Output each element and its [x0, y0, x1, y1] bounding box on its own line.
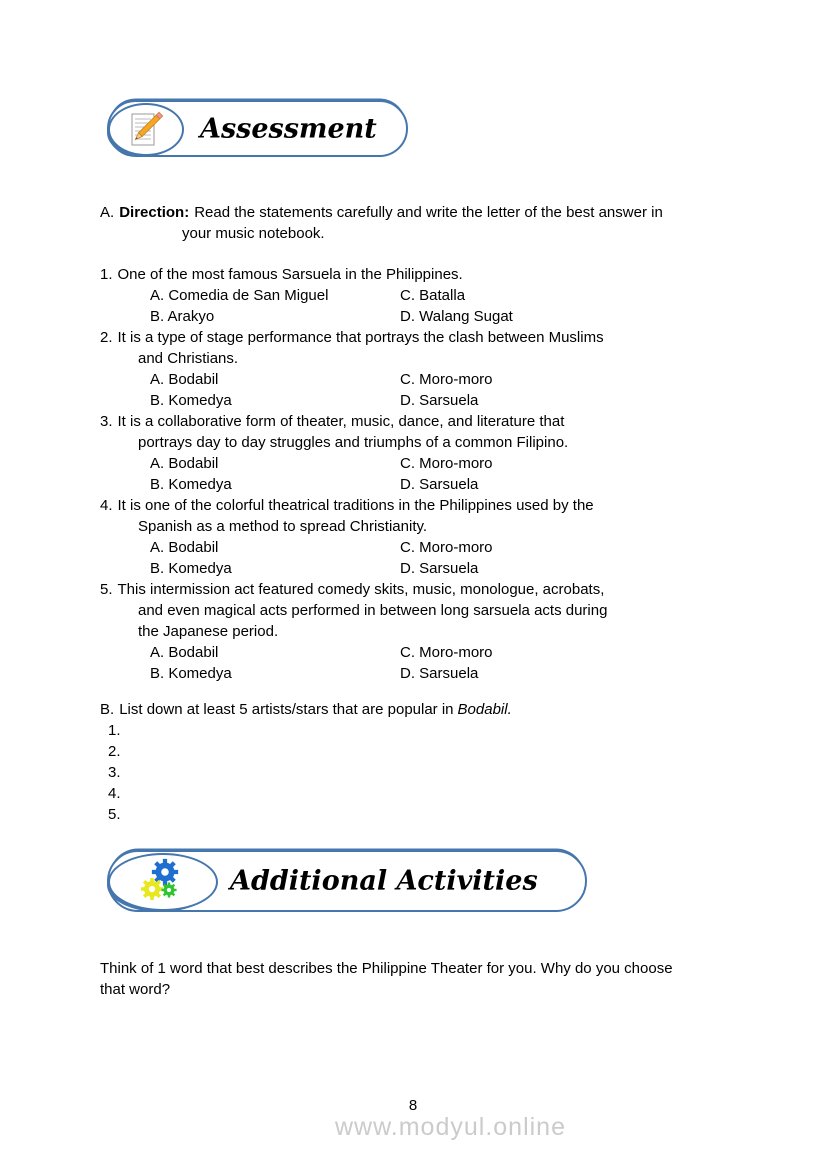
- option-a: A. Bodabil: [150, 644, 219, 661]
- question-text-cont: Spanish as a method to spread Christianity.: [138, 518, 428, 535]
- part-b-italic-term: Bodabil.: [457, 701, 512, 718]
- page-number: 8: [408, 1097, 418, 1114]
- option-b: B. Komedya: [150, 665, 232, 682]
- option-c: C. Moro-moro: [400, 539, 493, 556]
- list-item-2: 2.: [108, 743, 121, 760]
- part-b-prefix: B.: [100, 701, 115, 718]
- direction-line1: [100, 202, 760, 223]
- question-2: [100, 327, 780, 411]
- pencil-paper-icon: [124, 108, 168, 152]
- direction-block: [100, 202, 760, 244]
- option-d: D. Sarsuela: [400, 392, 479, 409]
- gears-icon: [135, 858, 191, 906]
- option-c: C. Batalla: [400, 287, 466, 304]
- question-text-cont: and Christians.: [138, 350, 239, 367]
- option-a: A. Bodabil: [150, 371, 219, 388]
- gear-green: [158, 879, 179, 900]
- list-item-3: 3.: [108, 764, 121, 781]
- direction-text: Read the statements carefully and write the letter of the best answer in: [194, 204, 663, 221]
- option-a: A. Bodabil: [150, 455, 219, 472]
- direction-prefix: A.: [100, 204, 115, 221]
- question-text-cont: the Japanese period.: [138, 623, 279, 640]
- option-d: D. Sarsuela: [400, 665, 479, 682]
- question-3: [100, 411, 780, 495]
- question-4: [100, 495, 780, 579]
- additional-activities-title: Additional Activities: [230, 865, 538, 897]
- question-5: [100, 579, 780, 684]
- question-text: One of the most famous Sarsuela in the Philippines.: [117, 266, 463, 283]
- option-b: B. Arakyo: [150, 308, 215, 325]
- question-1: [100, 264, 780, 327]
- question-text-cont: portrays day to day struggles and triumphs of a common Filipino.: [138, 434, 569, 451]
- option-c: C. Moro-moro: [400, 644, 493, 661]
- questions-block: [100, 264, 780, 684]
- activity-line1: Think of 1 word that best describes the Philippine Theater for you. Why do you choose: [100, 960, 673, 977]
- part-b-text: List down at least 5 artists/stars that are popular in: [119, 701, 454, 718]
- watermark: www.modyul.online: [335, 1113, 566, 1141]
- option-c: C. Moro-moro: [400, 371, 493, 388]
- question-text-cont: and even magical acts performed in between long sarsuela acts during: [138, 602, 608, 619]
- question-number: 5.: [100, 581, 113, 598]
- assessment-title: Assessment: [200, 113, 377, 144]
- question-text: This intermission act featured comedy skits, music, monologue, acrobats,: [117, 581, 605, 598]
- part-b-instruction: [100, 699, 760, 720]
- list-item-4: 4.: [108, 785, 121, 802]
- assessment-banner: [107, 100, 408, 157]
- additional-icon-ellipse: [108, 853, 218, 911]
- direction-line2: your music notebook.: [182, 225, 325, 242]
- activity-line2: that word?: [100, 981, 171, 998]
- assessment-icon-ellipse: [108, 103, 184, 156]
- option-c: C. Moro-moro: [400, 455, 493, 472]
- question-text: It is one of the colorful theatrical traditions in the Philippines used by the: [117, 497, 594, 514]
- question-text: It is a type of stage performance that portrays the clash between Muslims: [117, 329, 604, 346]
- additional-activity-text: [100, 958, 780, 1000]
- option-a: A. Bodabil: [150, 539, 219, 556]
- option-b: B. Komedya: [150, 560, 232, 577]
- option-b: B. Komedya: [150, 392, 232, 409]
- list-item-5: 5.: [108, 806, 121, 823]
- question-text: It is a collaborative form of theater, music, dance, and literature that: [117, 413, 565, 430]
- option-d: D. Walang Sugat: [400, 308, 513, 325]
- question-number: 3.: [100, 413, 113, 430]
- question-number: 4.: [100, 497, 113, 514]
- option-d: D. Sarsuela: [400, 560, 479, 577]
- additional-activities-banner: [107, 850, 587, 912]
- list-item-1: 1.: [108, 722, 121, 739]
- question-number: 2.: [100, 329, 113, 346]
- option-b: B. Komedya: [150, 476, 232, 493]
- direction-label: Direction:: [119, 204, 190, 221]
- option-a: A. Comedia de San Miguel: [150, 287, 329, 304]
- part-b-block: [100, 699, 760, 825]
- option-d: D. Sarsuela: [400, 476, 479, 493]
- question-number: 1.: [100, 266, 113, 283]
